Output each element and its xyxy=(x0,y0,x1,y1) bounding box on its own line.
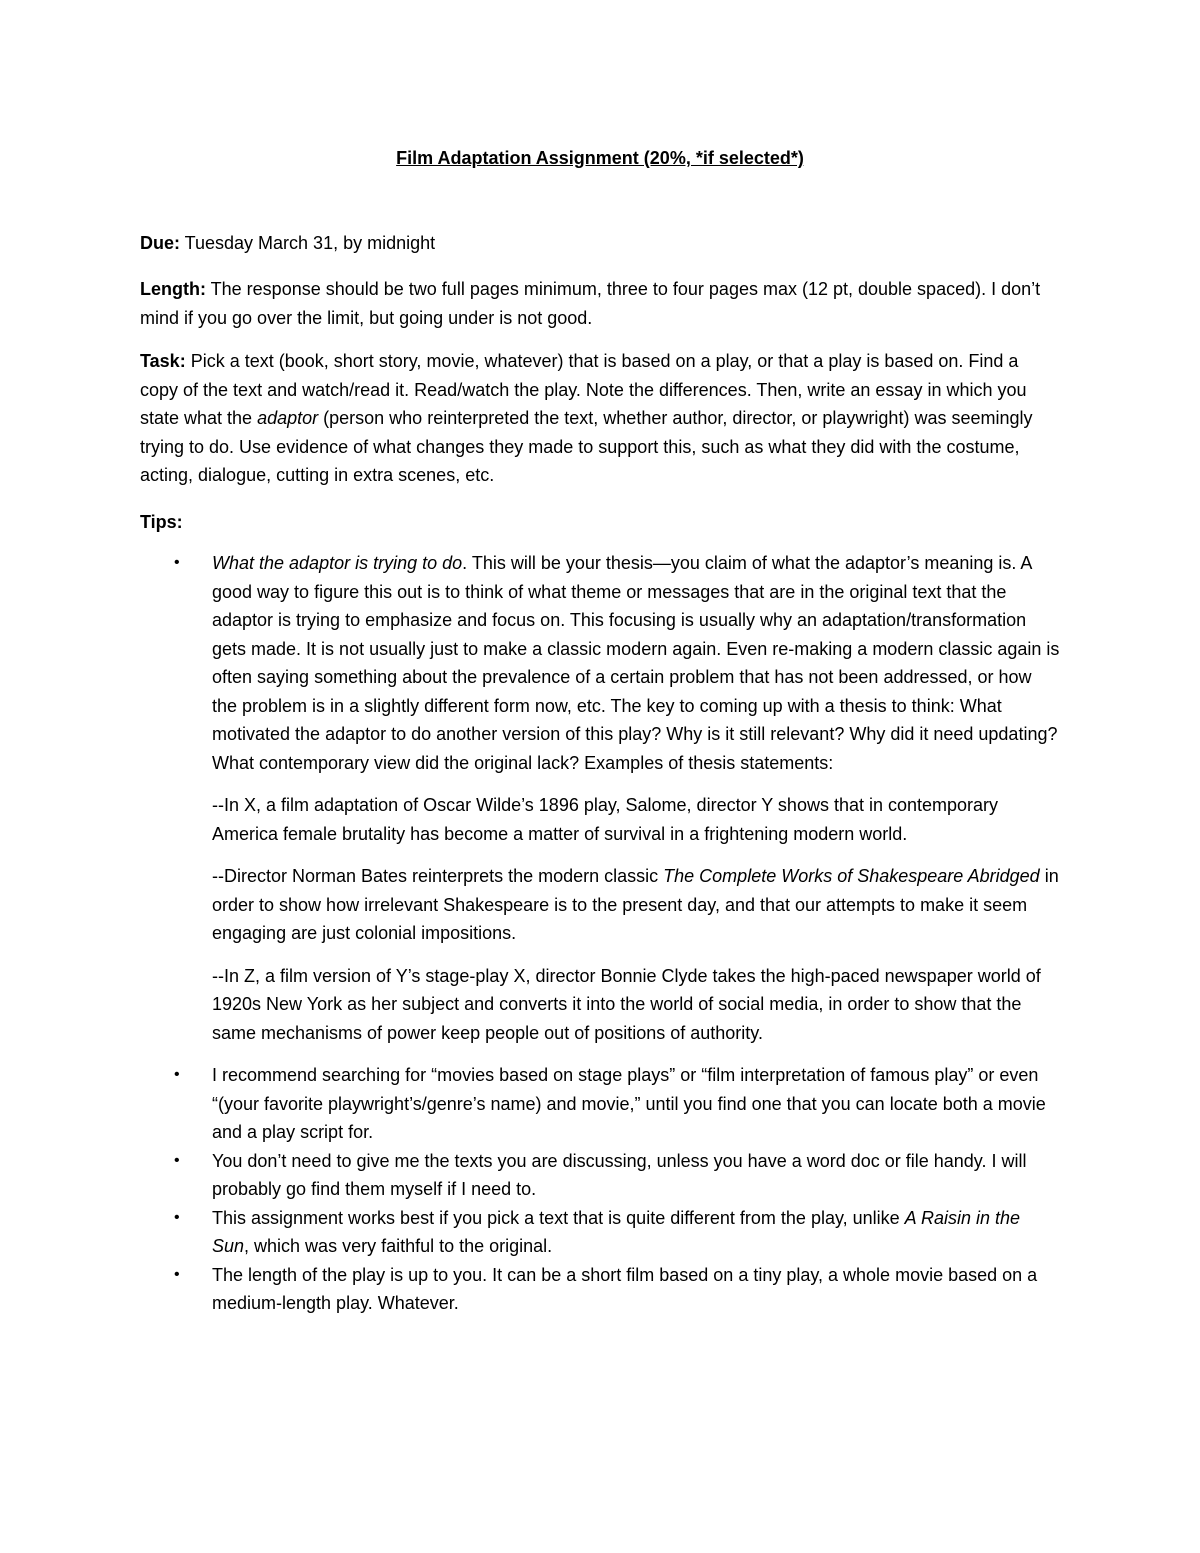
bullet-icon: • xyxy=(174,1151,180,1169)
bullet1-text: . This will be your thesis—you claim of what the adaptor’s meaning is. A good way to figure this out is to think of what theme or messages that are in the original text that the adaptor is trying to emphasize and focus on. This focusing is usually why an adaptation/transformation gets made. It is not usually just to make a classic modern again. Even re-making a modern classic again is often saying something about the prevalence of a certain problem that has not been addressed, or how the problem is in a slightly different form now, etc. The key to coming up with a thesis to think: What motivated the adaptor to do another version of this play? Why is it still relevant? Why did it need updating? What contemporary view did the original lack? Examples of thesis statements: xyxy=(212,553,1060,773)
bullet3-text: You don’t need to give me the texts you are discussing, unless you have a word doc or file handy. I will probably go find them myself if I need to. xyxy=(212,1150,1027,1199)
list-item xyxy=(140,1261,1060,1318)
tips-label: Tips: xyxy=(140,512,183,532)
task-text-italic: adaptor xyxy=(257,408,319,428)
bullet4-italic: A Raisin in the Sun xyxy=(212,1207,1021,1256)
due-paragraph xyxy=(140,229,1060,258)
bullet5-text: The length of the play is up to you. It can be a short film based on a tiny play, a whole movie based on a medium-length play. Whatever. xyxy=(212,1264,1038,1313)
example2-italic: The Complete Works of Shakespeare Abridged xyxy=(663,866,1040,886)
list-item xyxy=(140,1061,1060,1147)
bullet4-after: , which was very faithful to the original. xyxy=(244,1236,553,1256)
bullet2-text: I recommend searching for “movies based on stage plays” or “film interpretation of famous play” or even “(your favorite playwright’s/genre’s name) and movie,” until you find one that you can locate both a movie and a play script for. xyxy=(212,1065,1046,1142)
length-text: The response should be two full pages minimum, three to four pages max (12 pt, double spaced). I don’t mind if you go over the limit, but going under is not good. xyxy=(140,279,1041,328)
bullet-icon: • xyxy=(174,554,180,571)
list-item xyxy=(140,549,1060,1047)
page-title: Film Adaptation Assignment (20%, *if selected*) xyxy=(396,148,804,168)
task-paragraph xyxy=(140,347,1060,490)
example-2 xyxy=(212,862,1060,948)
bullet-icon: • xyxy=(174,1265,180,1283)
example2-before: --Director Norman Bates reinterprets the modern classic xyxy=(212,866,664,886)
due-label: Due: xyxy=(140,233,180,253)
bullet4-before: This assignment works best if you pick a text that is quite different from the play, unlike xyxy=(212,1207,905,1228)
tips-list xyxy=(140,549,1060,1318)
bullet-icon: • xyxy=(174,1208,180,1226)
example-3: --In Z, a film version of Y’s stage-play X, director Bonnie Clyde takes the high-paced newspaper world of 1920s New York as her subject and converts it into the world of social media, in order to show that the same mechanisms of power keep people out of positions of authority. xyxy=(212,965,1041,1043)
tips-heading-paragraph xyxy=(140,508,1060,537)
list-item xyxy=(140,1147,1060,1204)
length-label: Length: xyxy=(140,279,206,299)
task-text-before: Pick a text (book, short story, movie, whatever) that is based on a play, or that a play is based on. Find a copy of the text and watch/read it. Read/watch the play. Note the differences. Then, write an essay in which you state what the xyxy=(140,351,1027,428)
list-item xyxy=(140,1204,1060,1261)
task-label: Task: xyxy=(140,351,186,371)
example-1: --In X, a film adaptation of Oscar Wilde’s 1896 play, Salome, director Y shows that in contemporary America female brutality has become a matter of survival in a frightening modern world. xyxy=(212,795,999,844)
due-text: Tuesday March 31, by midnight xyxy=(180,233,436,253)
bullet1-italic: What the adaptor is trying to do xyxy=(212,553,463,573)
document-page xyxy=(140,0,1060,1553)
bullet-icon: • xyxy=(174,1066,180,1083)
task-text-after: (person who reinterpreted the text, whether author, director, or playwright) was seemingly trying to do. Use evidence of what changes they made to support this, such as what they did with the costume, acting, dialogue, cutting in extra scenes, etc. xyxy=(140,408,1033,485)
example2-after: in order to show how irrelevant Shakespeare is to the present day, and that our attempts to make it seem engaging are just colonial impositions. xyxy=(212,866,1059,943)
length-paragraph xyxy=(140,275,1060,332)
